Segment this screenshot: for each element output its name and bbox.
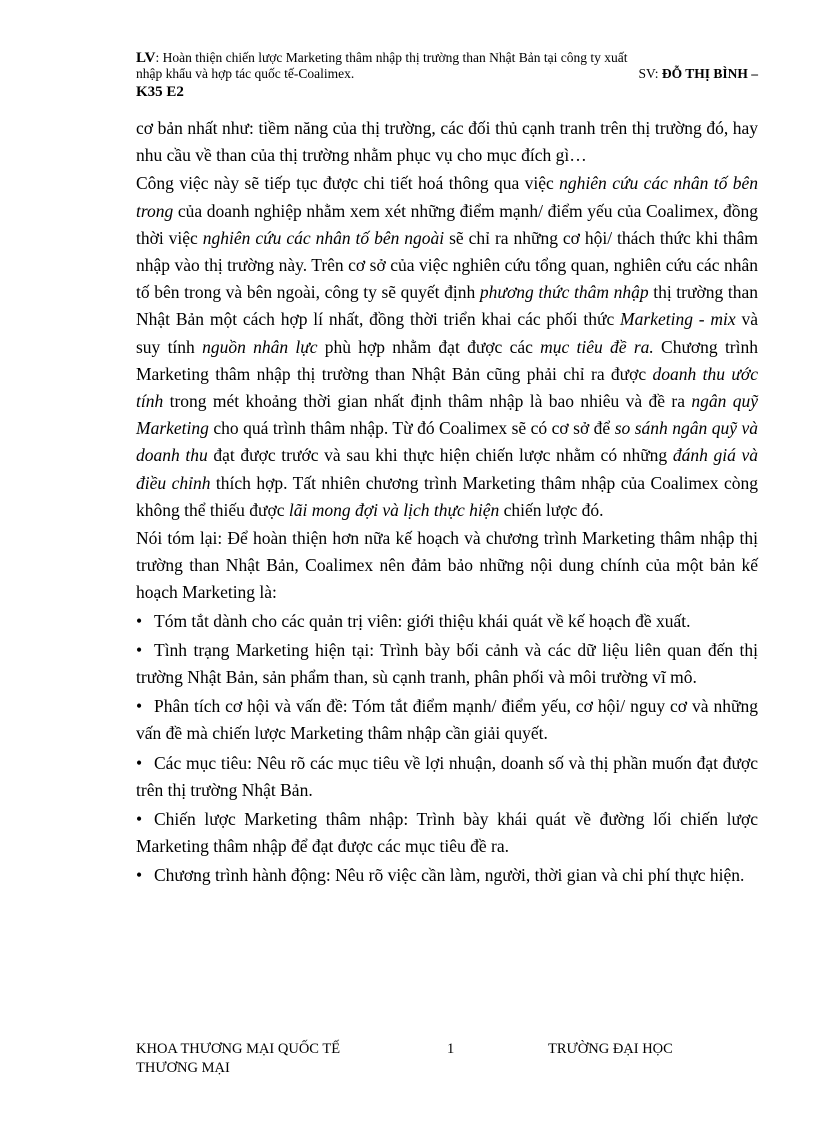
italic-term: nguồn nhân lực	[202, 336, 318, 357]
bullet-item	[136, 862, 758, 889]
paragraph-2	[136, 170, 758, 524]
bullet-icon: •	[136, 639, 143, 660]
italic-term: ngân quỹ Marketing	[136, 391, 758, 439]
paragraph-1: cơ bản nhất như: tiềm năng của thị trường, các đối thủ cạnh tranh trên thị trường đó, hay nhu cầu về than của thị trường nhằm phục vụ cho mục đích gì…	[136, 118, 758, 166]
italic-term: mục tiêu đề ra.	[540, 336, 654, 357]
bullet-item	[136, 750, 758, 804]
bullet-item	[136, 693, 758, 747]
student-info	[638, 66, 758, 82]
text-run: phù hợp nhằm đạt được các	[317, 336, 541, 357]
page-body	[136, 115, 758, 892]
bullet-item	[136, 608, 758, 635]
text-run: đạt được trước và sau khi thực hiện chiến lược nhằm có những	[207, 445, 673, 466]
bullet-icon: •	[136, 752, 143, 773]
italic-term: nghiên cứu các nhân tố bên ngoài	[202, 227, 445, 248]
bullet-icon: •	[136, 809, 143, 830]
footer-faculty: KHOA THƯƠNG MẠI QUỐC TẾ THƯƠNG MẠI	[136, 1041, 341, 1076]
italic-term: nghiên cứu các nhân tố bên trong	[136, 173, 758, 221]
bullet-icon: •	[136, 865, 143, 886]
italic-term: phương thức thâm nhập	[479, 282, 649, 303]
italic-term: đánh giá và điều chỉnh	[136, 445, 758, 493]
bullet-text: Chương trình hành động: Nêu rõ việc cần làm, người, thời gian và chi phí thực hiện.	[154, 865, 745, 886]
page-header	[136, 50, 758, 100]
thesis-title-part1: : Hoàn thiện chiến lược Marketing thâm nhập thị trường than Nhật Bản tại công ty xuất	[155, 50, 628, 65]
footer-university: TRƯỜNG ĐẠI HỌC	[548, 1041, 673, 1057]
text-run: trong mét khoảng thời gian nhất định thâm nhập là bao nhiêu và đề ra	[163, 391, 692, 412]
text-run: cho quá trình thâm nhập. Từ đó Coalimex sẽ có cơ sở để	[208, 418, 615, 439]
bullet-text: Chiến lược Marketing thâm nhập: Trình bày khái quát về đường lối chiến lược Marketing thâm nhập để đạt được các mục tiêu đề ra.	[136, 809, 758, 857]
bullet-icon: •	[136, 696, 143, 717]
text-run: thích hợp. Tất nhiên chương trình Marketing thâm nhập của Coalimex còng không thể thiếu được	[136, 472, 758, 520]
bullet-icon: •	[136, 610, 143, 631]
text-run: và suy tính	[136, 309, 759, 357]
text-run: thị trường than Nhật Bản một cách hợp lí nhất, đồng thời triển khai các phối thức	[136, 282, 758, 330]
bullet-text: Các mục tiêu: Nêu rõ các mục tiêu về lợi nhuận, doanh số và thị phần muốn đạt được trên thị trường Nhật Bản.	[136, 752, 758, 800]
bullet-text: Tình trạng Marketing hiện tại: Trình bày bối cảnh và các dữ liệu liên quan đến thị trường Nhật Bản, sản phẩm than, sù cạnh tranh, phân phối và môi trường vĩ mô.	[136, 639, 758, 688]
text-run: Chương trình Marketing thâm nhập thị trường than Nhật Bản cũng phải chỉ ra được	[136, 336, 758, 384]
lv-label: LV	[136, 50, 156, 66]
thesis-title-part2: nhập khẩu và hợp tác quốc tế-Coalimex.	[136, 66, 355, 81]
bullet-item	[136, 637, 758, 691]
text-run: Công việc này sẽ tiếp tục được chi tiết hoá thông qua việc	[136, 173, 560, 194]
bullet-text: Phân tích cơ hội và vấn đề: Tóm tắt điểm mạnh/ điểm yếu, cơ hội/ nguy cơ và những vấn đề mà chiến lược Marketing thâm nhập cần giải quyết.	[136, 696, 758, 744]
text-run: sẽ chỉ ra những cơ hội/ thách thức khi thâm nhập vào thị trường này. Trên cơ sở của việc nghiên cứu tổng quan, nghiên cứu các nhân tố bên trong và bên ngoài, công ty sẽ quyết định	[136, 227, 758, 303]
bullet-item	[136, 806, 758, 860]
header-title-line1	[136, 50, 758, 66]
bullet-text: Tóm tắt dành cho các quản trị viên: giới thiệu khái quát về kế hoạch đề xuất.	[154, 610, 691, 631]
text-run: của doanh nghiệp nhằm xem xét những điểm mạnh/ điểm yếu của Coalimex, đồng thời việc	[136, 200, 758, 248]
student-name: ĐỖ THỊ BÌNH –	[661, 66, 758, 81]
class-code: K35 E2	[136, 84, 184, 100]
page-number: 1	[447, 1041, 455, 1057]
italic-term: lãi mong đợi và lịch thực hiện	[288, 499, 500, 520]
paragraph-3: Nói tóm lại: Để hoàn thiện hơn nữa kế hoạch và chương trình Marketing thâm nhập thị trường than Nhật Bản, Coalimex nên đảm bảo những nội dung chính của một bản kế hoạch Marketing là:	[136, 528, 758, 603]
italic-term: doanh thu ước tính	[136, 363, 759, 412]
student-label: SV:	[638, 66, 662, 81]
italic-term: so sánh ngân quỹ và doanh thu	[136, 418, 759, 466]
text-run: chiến lược đó.	[499, 499, 604, 520]
header-title-line2	[136, 66, 758, 82]
italic-term: Marketing - mix	[620, 309, 736, 330]
